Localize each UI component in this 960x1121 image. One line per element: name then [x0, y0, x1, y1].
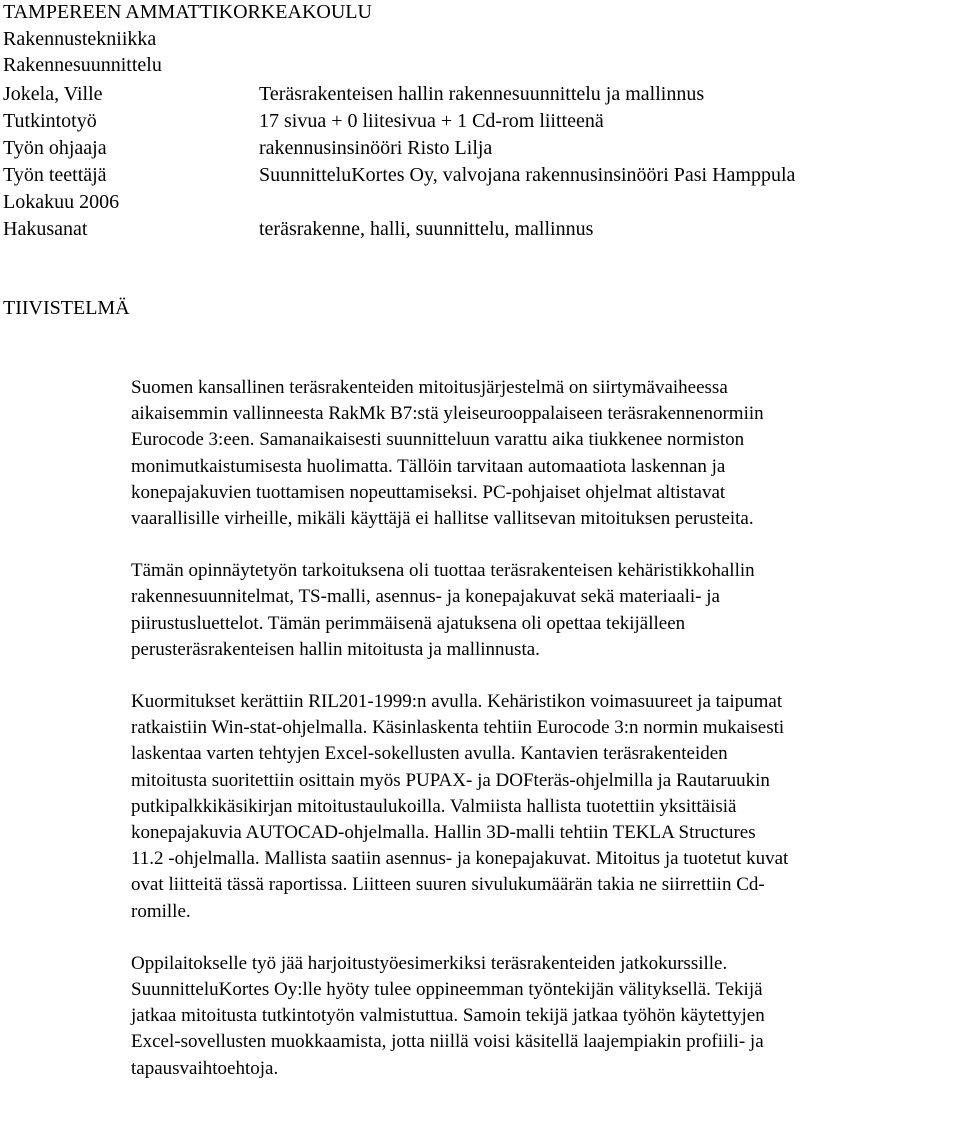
text-line: aikaisemmin vallinneesta RakMk B7:stä yleiseurooppalaiseen teräsrakennenormiin	[131, 403, 764, 425]
text-line: tapausvaihtoehtoja.	[131, 1057, 279, 1079]
text-line: Kuormitukset kerättiin RIL201-1999:n avulla. Kehäristikon voimasuureet ja taipumat	[131, 691, 783, 713]
abstract-paragraph	[131, 689, 960, 925]
text-line: monimutkaistumisesta huolimatta. Tällöin tarvitaan automaatiota laskennan ja	[131, 455, 726, 477]
text-line: perusteräsrakenteisen hallin mitoitusta ja mallinnusta.	[131, 638, 540, 660]
commissioner-name: SuunnitteluKortes Oy, valvojana rakennusinsinööri Pasi Hamppula	[259, 164, 796, 186]
text-line: SuunnitteluKortes Oy:lle hyöty tulee oppineemman työntekijän välityksellä. Tekijä	[131, 979, 763, 1001]
text-line: rakennesuunnitelmat, TS-malli, asennus- ja konepajakuvat sekä materiaali- ja	[131, 586, 720, 608]
text-line: Excel-sovellusten muokkaamista, jotta niillä voisi käsitellä laajempiakin profiili- ja	[131, 1031, 764, 1053]
text-line: ovat liitteitä tässä raportissa. Liitteen suuren sivulukumäärän takia ne siirrettiin Cd-	[131, 874, 765, 896]
department-name: Rakennustekniikka	[3, 28, 157, 50]
abstract-paragraph	[131, 375, 960, 532]
text-line: vaarallisille virheille, mikäli käyttäjä ei hallitse vallitsevan mitoituksen perusteita.	[131, 508, 754, 530]
abstract-paragraph	[131, 951, 960, 1082]
keywords-label: Hakusanat	[3, 218, 88, 240]
abstract-body	[131, 375, 960, 1108]
supervisor-label: Työn ohjaaja	[3, 137, 107, 159]
abstract-paragraph	[131, 558, 960, 663]
text-line: Tämän opinnäytetyön tarkoituksena oli tuottaa teräsrakenteisen kehäristikkohallin	[131, 560, 755, 582]
text-line: jatkaa mitoitusta tutkintotyön valmistuttua. Samoin tekijä jatkaa työhön käytettyjen	[131, 1005, 765, 1027]
author-label: Jokela, Ville	[3, 83, 103, 105]
text-line: mitoitusta suoritettiin osittain myös PUPAX- ja DOFteräs-ohjelmilla ja Rautaruukin	[131, 769, 770, 791]
text-line: Oppilaitokselle työ jää harjoitustyöesimerkiksi teräsrakenteiden jatkokurssille.	[131, 952, 728, 974]
commissioner-label: Työn teettäjä	[3, 164, 107, 186]
specialization-name: Rakennesuunnittelu	[3, 54, 162, 76]
text-line: romille.	[131, 900, 191, 922]
text-line: konepajakuvia AUTOCAD-ohjelmalla. Hallin 3D-malli tehtiin TEKLA Structures	[131, 822, 756, 844]
thesis-type-label: Tutkintotyö	[3, 110, 97, 132]
date-label: Lokakuu 2006	[3, 191, 120, 213]
text-line: Eurocode 3:een. Samanaikaisesti suunnitteluun varattu aika tiukkenee normiston	[131, 429, 745, 451]
text-line: piirustusluettelot. Tämän perimmäisenä ajatuksena oli opettaa tekijälleen	[131, 612, 686, 634]
thesis-title: Teräsrakenteisen hallin rakennesuunnittelu ja mallinnus	[259, 83, 705, 105]
keywords-value: teräsrakenne, halli, suunnittelu, mallinnus	[259, 218, 594, 240]
text-line: Suomen kansallinen teräsrakenteiden mitoitusjärjestelmä on siirtymävaiheessa	[131, 377, 728, 398]
supervisor-name: rakennusinsinööri Risto Lilja	[259, 137, 493, 159]
abstract-title: TIIVISTELMÄ	[3, 297, 130, 319]
institution-name: TAMPEREEN AMMATTIKORKEAKOULU	[3, 1, 372, 23]
text-line: putkipalkkikäsikirjan mitoitustaulukoilla. Valmiista hallista tuotettiin yksittäisiä	[131, 795, 737, 817]
text-line: 11.2 -ohjelmalla. Mallista saatiin asennus- ja konepajakuvat. Mitoitus ja tuotetut kuvat	[131, 848, 789, 870]
text-line: konepajakuvien tuottamisen nopeuttamiseksi. PC-pohjaiset ohjelmat altistavat	[131, 481, 726, 503]
page-count: 17 sivua + 0 liitesivua + 1 Cd-rom liitteenä	[259, 110, 604, 132]
text-line: ratkaistiin Win-stat-ohjelmalla. Käsinlaskenta tehtiin Eurocode 3:n normin mukaisesti	[131, 717, 785, 739]
text-line: laskentaa varten tehtyjen Excel-sokellusten avulla. Kantavien teräsrakenteiden	[131, 743, 728, 765]
